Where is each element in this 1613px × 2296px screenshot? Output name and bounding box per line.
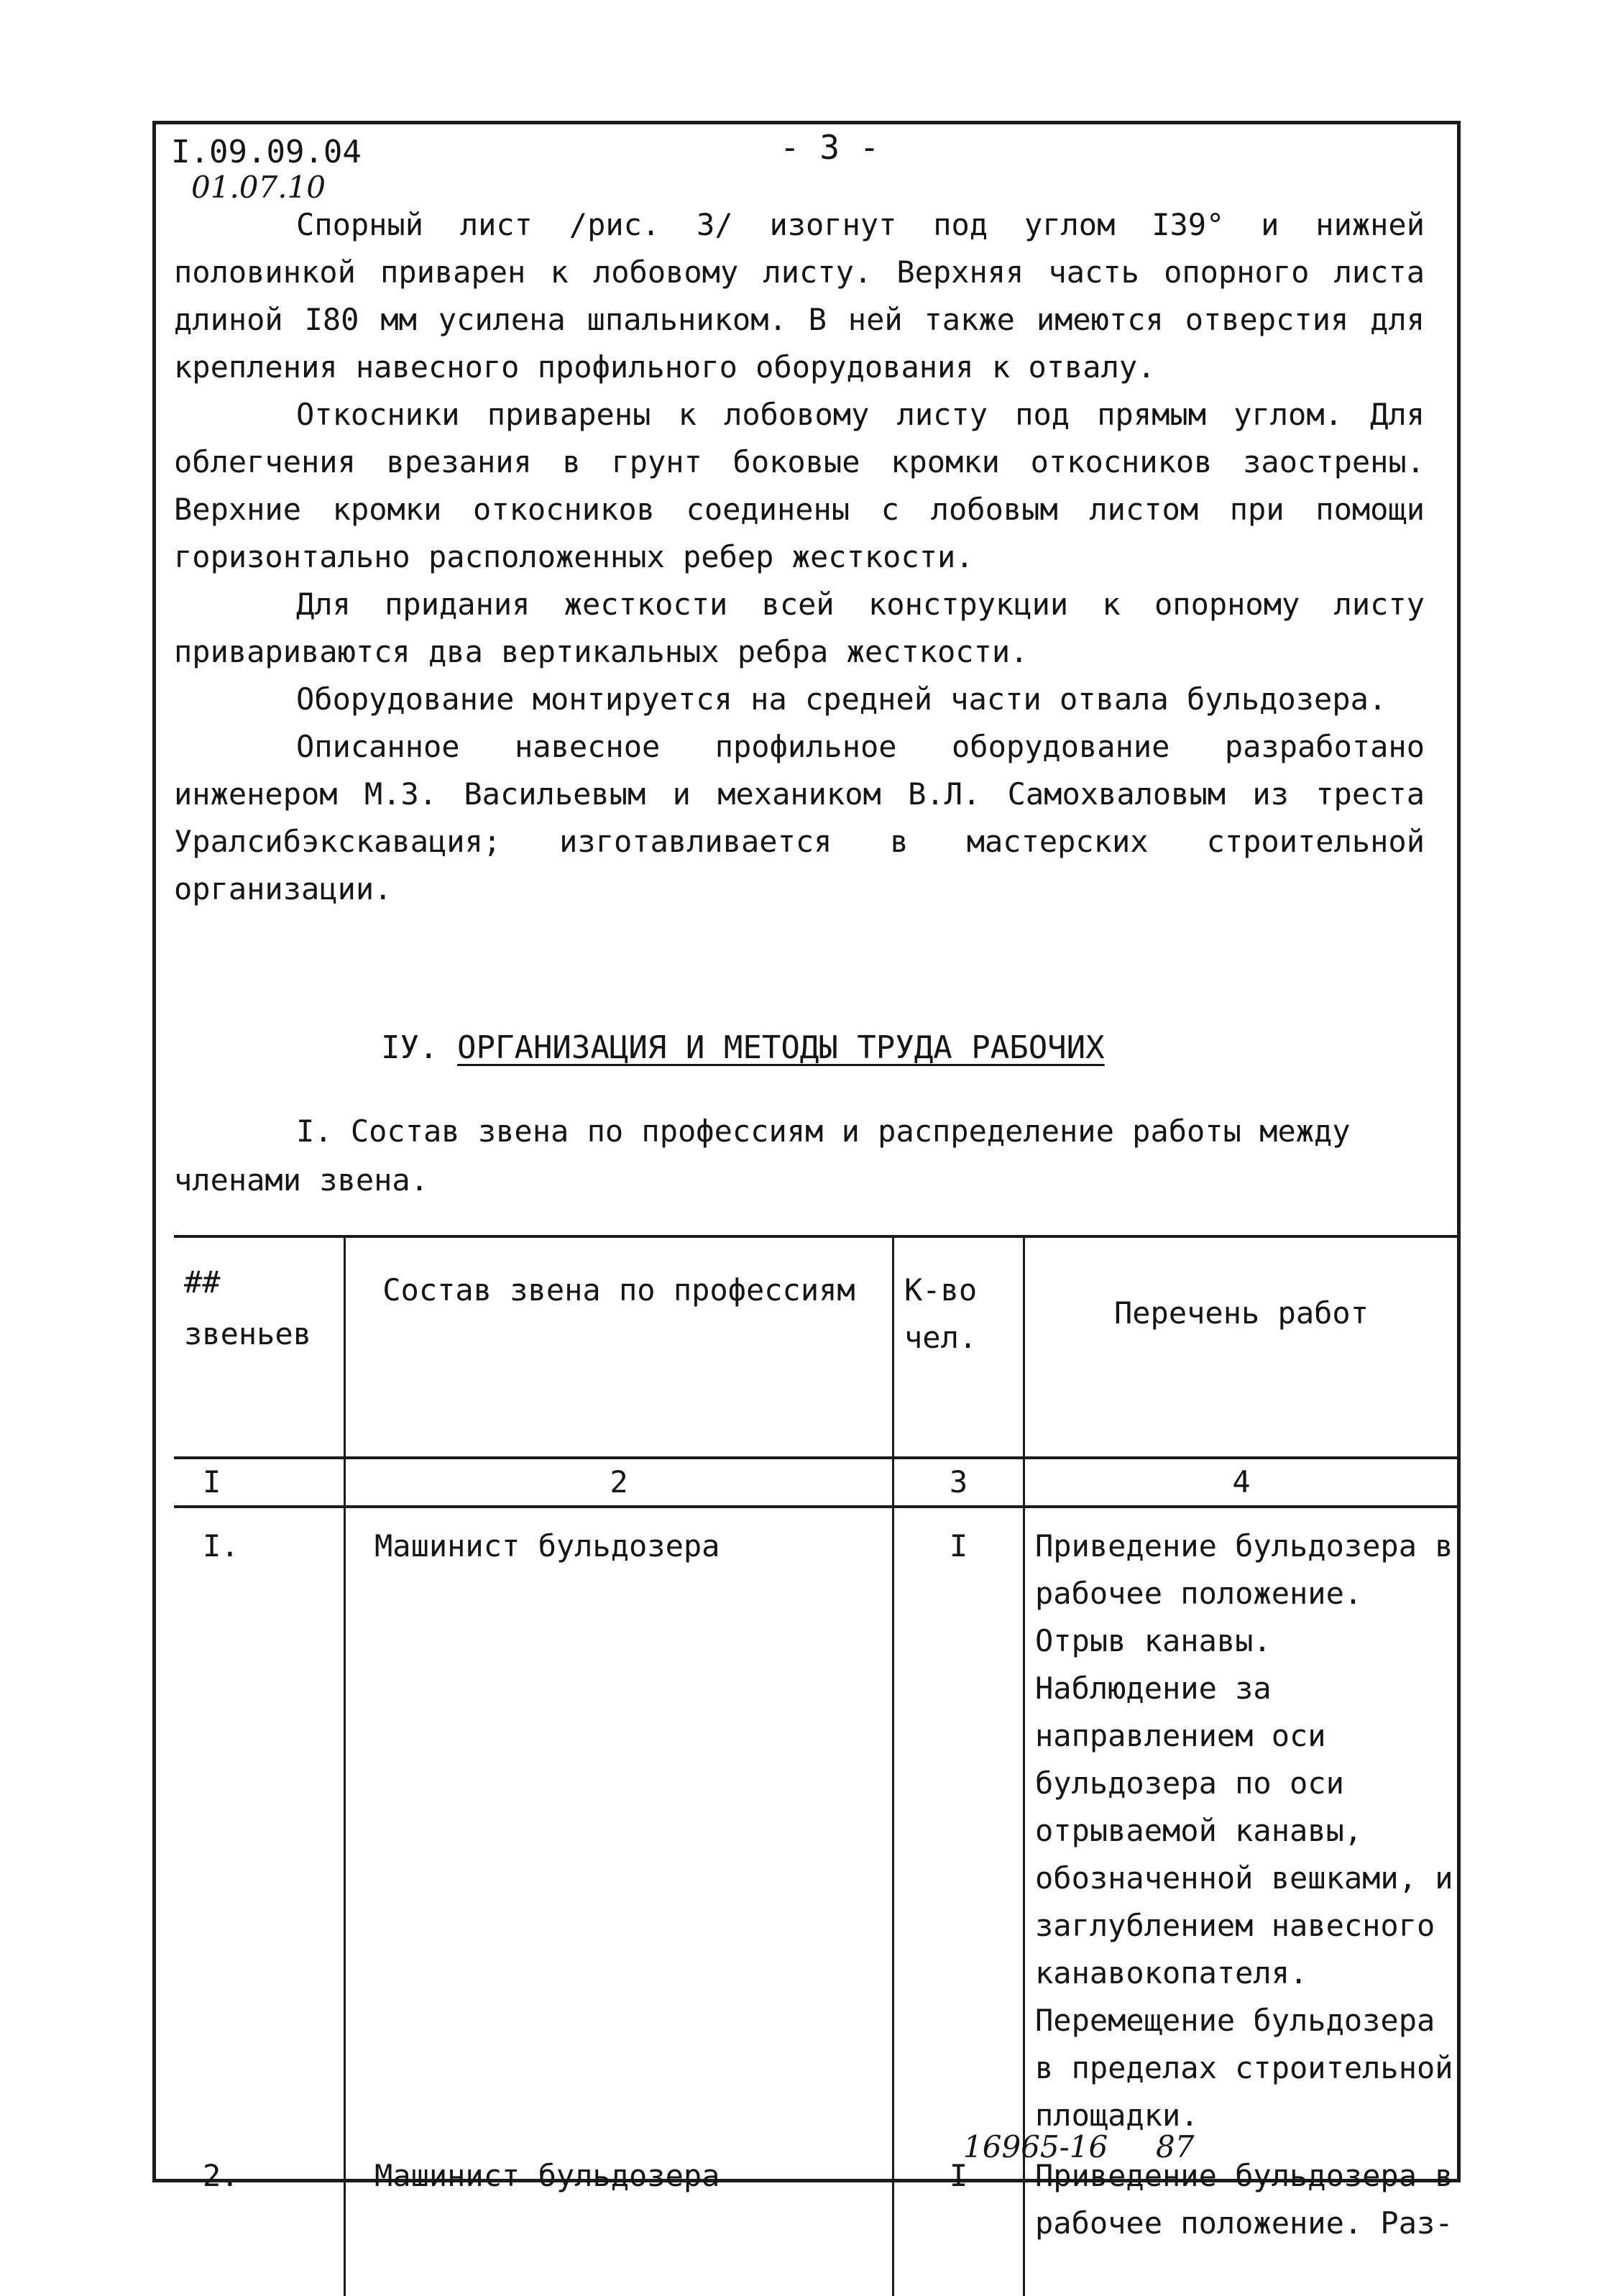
document-code: I.09.09.04 [171,134,362,170]
paragraph: Описанное навесное профильное оборудование разработано инженером М.З. Васильевым и механиком В.Л. Самохваловым из треста Уралсибэкскавация; изготавливается в мастерских строительной организации. [174,729,1425,906]
section-title: ОРГАНИЗАЦИЯ И МЕТОДЫ ТРУДА РАБОЧИХ [456,1029,1105,1066]
column-number: 2 [345,1458,893,1507]
header-count: К-во чел. [893,1236,1024,1458]
row-number: I. [174,1507,345,2139]
column-number: 3 [893,1458,1024,1507]
column-number: I [174,1458,345,1507]
row-number: 2. [174,2139,345,2296]
row-profession: Машинист бульдозера [345,2139,893,2296]
paragraph: Спорный лист /рис. 3/ изогнут под углом I39° и нижней половинкой приварен к лобовому листу. Верхняя часть опорного листа длиной I80 мм усилена шпальником. В ней также имеются отверстия для крепления навесного профильного оборудования к отвалу. [174,207,1425,385]
body-text [174,201,1425,913]
row-work: Приведение бульдозера в рабочее положение. Отрыв канавы. Наблюдение за направлением оси бульдозера по оси отрываемой канавы, обозначенной вешками, и заглублением навесного канавокопателя. Перемещение бульдозера в пределах строительной площадки. [1035,1528,1453,2133]
table-row [174,2139,1458,2296]
row-profession: Машинист бульдозера [345,1507,893,2139]
footer-reference [963,2129,1194,2164]
crew-table [174,1235,1458,2296]
section-number: IУ. [381,1029,438,1066]
header-crew-number: ## звеньев [174,1236,345,1458]
table-header-row [174,1236,1458,1458]
subsection-text: I. Состав звена по профессиям и распределение работы между членами звена. [174,1113,1351,1198]
row-count: I [893,1507,1024,2139]
footer-page: 87 [1156,2129,1195,2164]
column-number-row [174,1458,1458,1507]
row-count: I [893,2139,1024,2296]
table-row [174,1507,1458,2139]
page-number: - 3 - [780,128,880,167]
paragraph: Для придания жесткости всей конструкции к опорному листу привариваются два вертикальных ребра жесткости. [174,587,1425,669]
footer-doc-ref: 16965-16 [963,2129,1108,2164]
header-profession: Состав звена по профессиям [345,1236,893,1458]
paragraph: Оборудование монтируется на средней части отвала бульдозера. [296,681,1387,717]
row-work: Приведение бульдозера в рабочее положение. Раз- [1035,2158,1453,2241]
paragraph: Откосники приварены к лобовому листу под прямым углом. Для облегчения врезания в грунт боковые кромки откосников заострены. Верхние кромки откосников соединены с лобовым листом при помощи горизонтально расположенных ребер жесткости. [174,397,1425,574]
section-heading [381,1029,1105,1066]
document-date: 01.07.10 [191,170,326,205]
header-work-list: Перечень работ [1024,1236,1458,1458]
subsection [174,1107,1425,1205]
column-number: 4 [1024,1458,1458,1507]
